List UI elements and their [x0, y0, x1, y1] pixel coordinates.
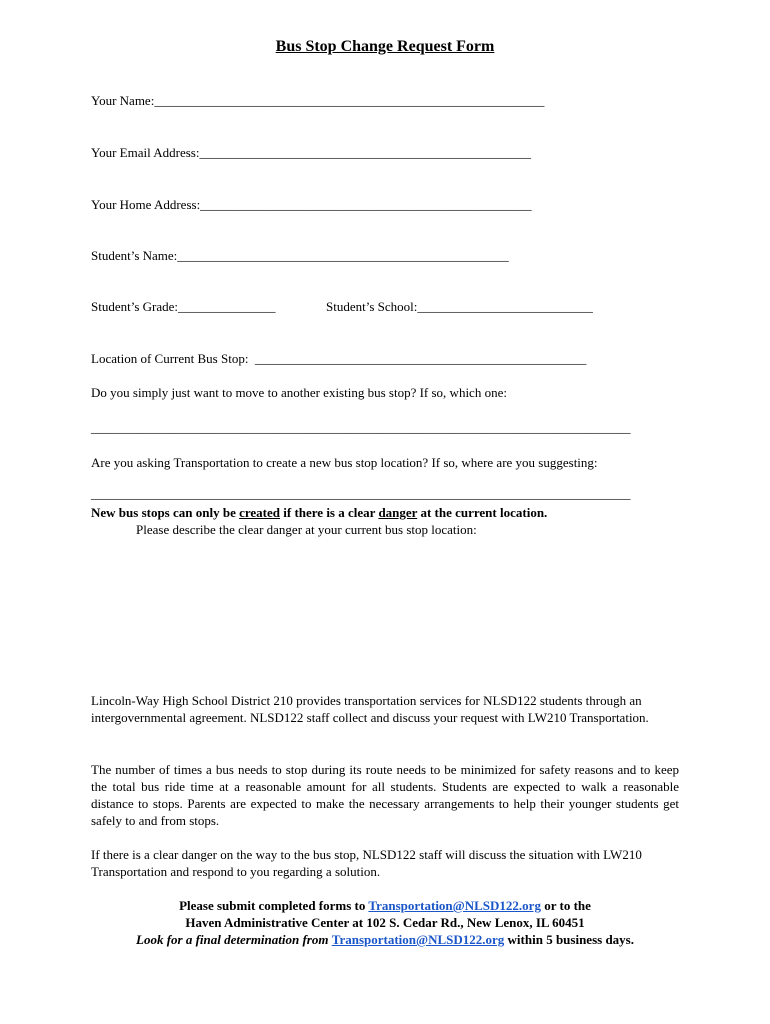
submit-email-link[interactable]: Transportation@NLSD122.org: [368, 898, 541, 913]
new-stop-answer-line[interactable]: ___________________________________________________________________________________: [91, 486, 631, 501]
submit-instructions: [91, 897, 679, 948]
form-title: Bus Stop Change Request Form: [275, 38, 495, 55]
home-address-field[interactable]: Your Home Address:___________________________________________________: [91, 197, 532, 212]
student-name-field[interactable]: Student’s Name:___________________________________________________: [91, 248, 509, 263]
new-stop-question: Are you asking Transportation to create a new bus stop location? If so, where are you suggesting:: [91, 455, 598, 470]
your-name-field[interactable]: Your Name:____________________________________________________________: [91, 93, 545, 108]
existing-stop-answer-line[interactable]: ___________________________________________________________________________________: [91, 420, 631, 435]
existing-stop-question: Do you simply just want to move to another existing bus stop? If so, which one:: [91, 385, 507, 400]
email-field[interactable]: Your Email Address:___________________________________________________: [91, 145, 531, 160]
current-stop-field[interactable]: Location of Current Bus Stop: ___________________________________________________: [91, 351, 587, 366]
info-paragraph-2: The number of times a bus needs to stop during its route needs to be minimized for safety reasons and to keep the total bus ride time at a reasonable amount for all students. Students are expected to walk a reasonable distance to stops. Parents are expected to make the necessary arrangements to help their younger students get safely to and from stops.: [91, 762, 679, 828]
submit-line-3: [91, 931, 679, 948]
info-paragraph-1: Lincoln-Way High School District 210 provides transportation services for NLSD122 students through an intergovernmental agreement. NLSD122 staff collect and discuss your request with LW210 Transportation.: [91, 693, 649, 725]
student-grade-field[interactable]: Student’s Grade:_______________: [91, 299, 276, 314]
submit-line-1-suffix: or to the: [540, 898, 591, 913]
danger-note-danger: danger: [378, 505, 418, 520]
danger-note: [91, 505, 547, 521]
danger-note-text: New bus stops can only be: [91, 505, 240, 520]
submit-line-3-prefix: Look for a final determination from: [136, 932, 332, 947]
danger-note-text: at the current location.: [417, 505, 548, 520]
submit-line-3-suffix: within 5 business days.: [504, 932, 634, 947]
danger-note-text: if there is a clear: [280, 505, 379, 520]
describe-danger-prompt: Please describe the clear danger at your current bus stop location:: [136, 522, 477, 537]
student-school-field[interactable]: Student’s School:___________________________: [326, 299, 593, 314]
submit-line-2: Haven Administrative Center at 102 S. Cedar Rd., New Lenox, IL 60451: [185, 915, 585, 930]
info-paragraph-3: If there is a clear danger on the way to the bus stop, NLSD122 staff will discuss the situation with LW210 Transportation and respond to you regarding a solution.: [91, 847, 642, 879]
determination-email-link[interactable]: Transportation@NLSD122.org: [331, 932, 505, 947]
submit-line-1-prefix: Please submit completed forms to: [179, 898, 369, 913]
danger-note-created: created: [239, 505, 280, 520]
submit-line-1: [91, 897, 679, 914]
